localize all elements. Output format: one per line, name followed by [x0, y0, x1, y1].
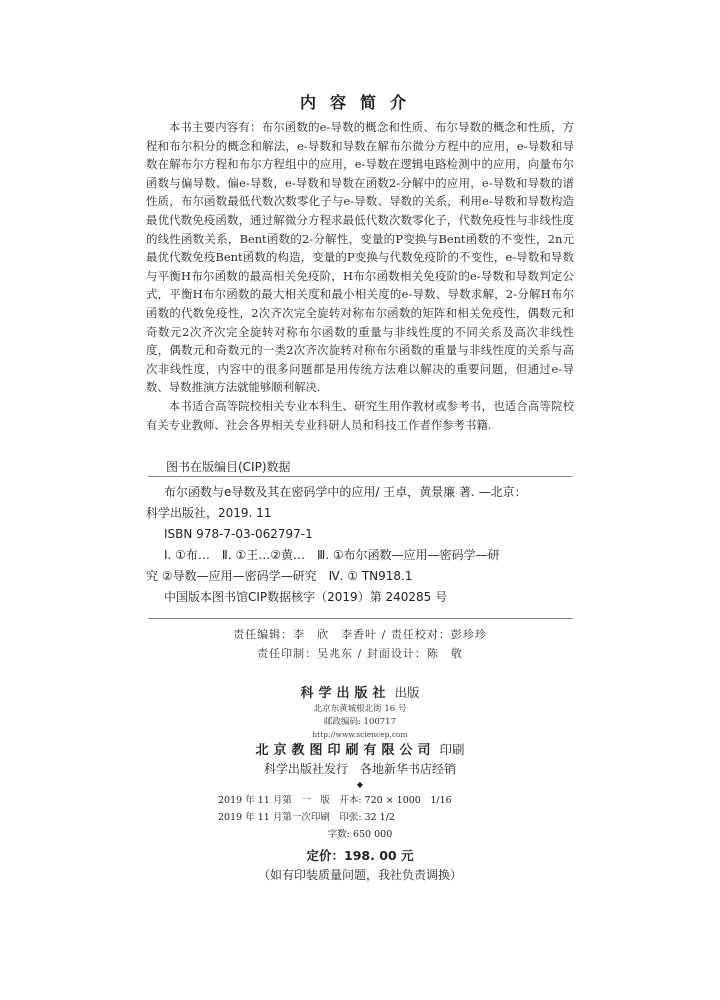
cip-isbn: ISBN 978-7-03-062797-1	[164, 527, 313, 541]
content-summary	[146, 118, 574, 434]
divider	[148, 618, 573, 619]
diamond-separator-icon: ◆	[356, 780, 364, 789]
publisher-postcode: 邮政编码: 100717	[323, 717, 396, 727]
publisher-action: 出版	[394, 685, 420, 700]
printing-line: 2019 年 11 月第一次印刷 印张: 32 1/2	[218, 812, 395, 823]
price: 定价：198. 00 元	[306, 848, 414, 863]
publisher-address: 北京东黄城根北街 16 号	[313, 704, 407, 714]
printer-name: 北京教图印刷有限公司	[255, 743, 436, 758]
cip-title-line-cont: 科学出版社，2019. 11	[146, 506, 272, 520]
summary-paragraph: 本书主要内容有：布尔函数的e-导数的概念和性质、布尔导数的概念和性质，方程和布尔积分的概念和解法，e-导数和导数在解布尔微分方程中的应用，e-导数和导数在解布尔方程和布尔方程组中的应用，e-导数在逻辑电路检测中的应用，向量布尔函数与偏导数、偏e-导数，e-导数和导数在函数2-分解中的应用，e-导数和导数的谱性质，布尔函数最低代数次数零化子与e-导数、导数的关系，利用e-导数和导数构造最优代数免疫函数，通过解微分方程求最低代数次数零化子，代数免疫性与非线性度的线性函数关系，Bent函数的2-分解性，变量的P变换与Bent函数的不变性，2n元最优代数免疫Bent函数的构造，变量的P变换与代数免疫阶的不变性，e-导数和导数与平衡H布尔函数的最高相关免疫阶，H布尔函数相关免疫阶的e-导数和导数判定公式，平衡H布尔函数的最大相关度和最小相关度的e-导数、导数求解，2-分解H布尔函数的代数免疫性，2次齐次完全旋转对称布尔函数的矩阵和相关免疫性，偶数元和奇数元2次齐次完全旋转对称布尔函数的重量与非线性度的不同关系及高次非线性度，偶数元和奇数元的一类2次齐次旋转对称布尔函数的重量与非线性度的关系与高次非线性度，内容中的很多问题都是用传统方法难以解决的重要问题，但通过e-导数、导数推演方法就能够顺利解决.	[146, 120, 574, 395]
publisher-block	[146, 684, 574, 791]
print-specs	[146, 792, 574, 843]
summary-paragraph: 本书适合高等院校相关专业本科生、研究生用作教材或参考书，也适合高等院校有关专业教师、社会各界相关专业科研人员和科技工作者作参考书籍.	[146, 398, 574, 432]
edition-line: 2019 年 11 月第 一 版 开本: 720 × 1000 1/16	[218, 795, 452, 806]
publisher-url: http://www.sciencep.com	[312, 730, 408, 739]
cip-heading: 图书在版编目(CIP)数据	[166, 460, 291, 474]
divider	[148, 476, 573, 477]
distribution-line: 科学出版社发行 各地新华书店经销	[263, 762, 456, 776]
printer-action: 印刷	[439, 742, 465, 757]
editorial-credits	[146, 625, 574, 663]
page-title: 内容简介	[299, 93, 420, 112]
credits-line: 责任编辑：李 欣 李香叶 / 责任校对：彭珍珍	[233, 628, 487, 641]
credits-line: 责任印制：吴兆东 / 封面设计：陈 敬	[257, 647, 463, 660]
word-count: 字数: 650 000	[327, 829, 393, 840]
publisher-name: 科学出版社	[300, 686, 391, 701]
cip-classification-cont: 究 ②导数—应用—密码学—研究 Ⅳ. ① TN918.1	[146, 569, 413, 583]
cip-classification: Ⅰ. ①布… Ⅱ. ①王…②黄… Ⅲ. ①布尔函数—应用—密码学—研	[164, 548, 500, 562]
quality-note: （如有印装质量问题，我社负责调换）	[257, 868, 462, 882]
cip-title-line: 布尔函数与e导数及其在密码学中的应用/ 王卓，黄景廉 著. —北京：	[164, 485, 527, 499]
cip-record-number: 中国版本图书馆CIP数据核字（2019）第 240285 号	[164, 590, 448, 604]
cip-block	[146, 482, 574, 608]
